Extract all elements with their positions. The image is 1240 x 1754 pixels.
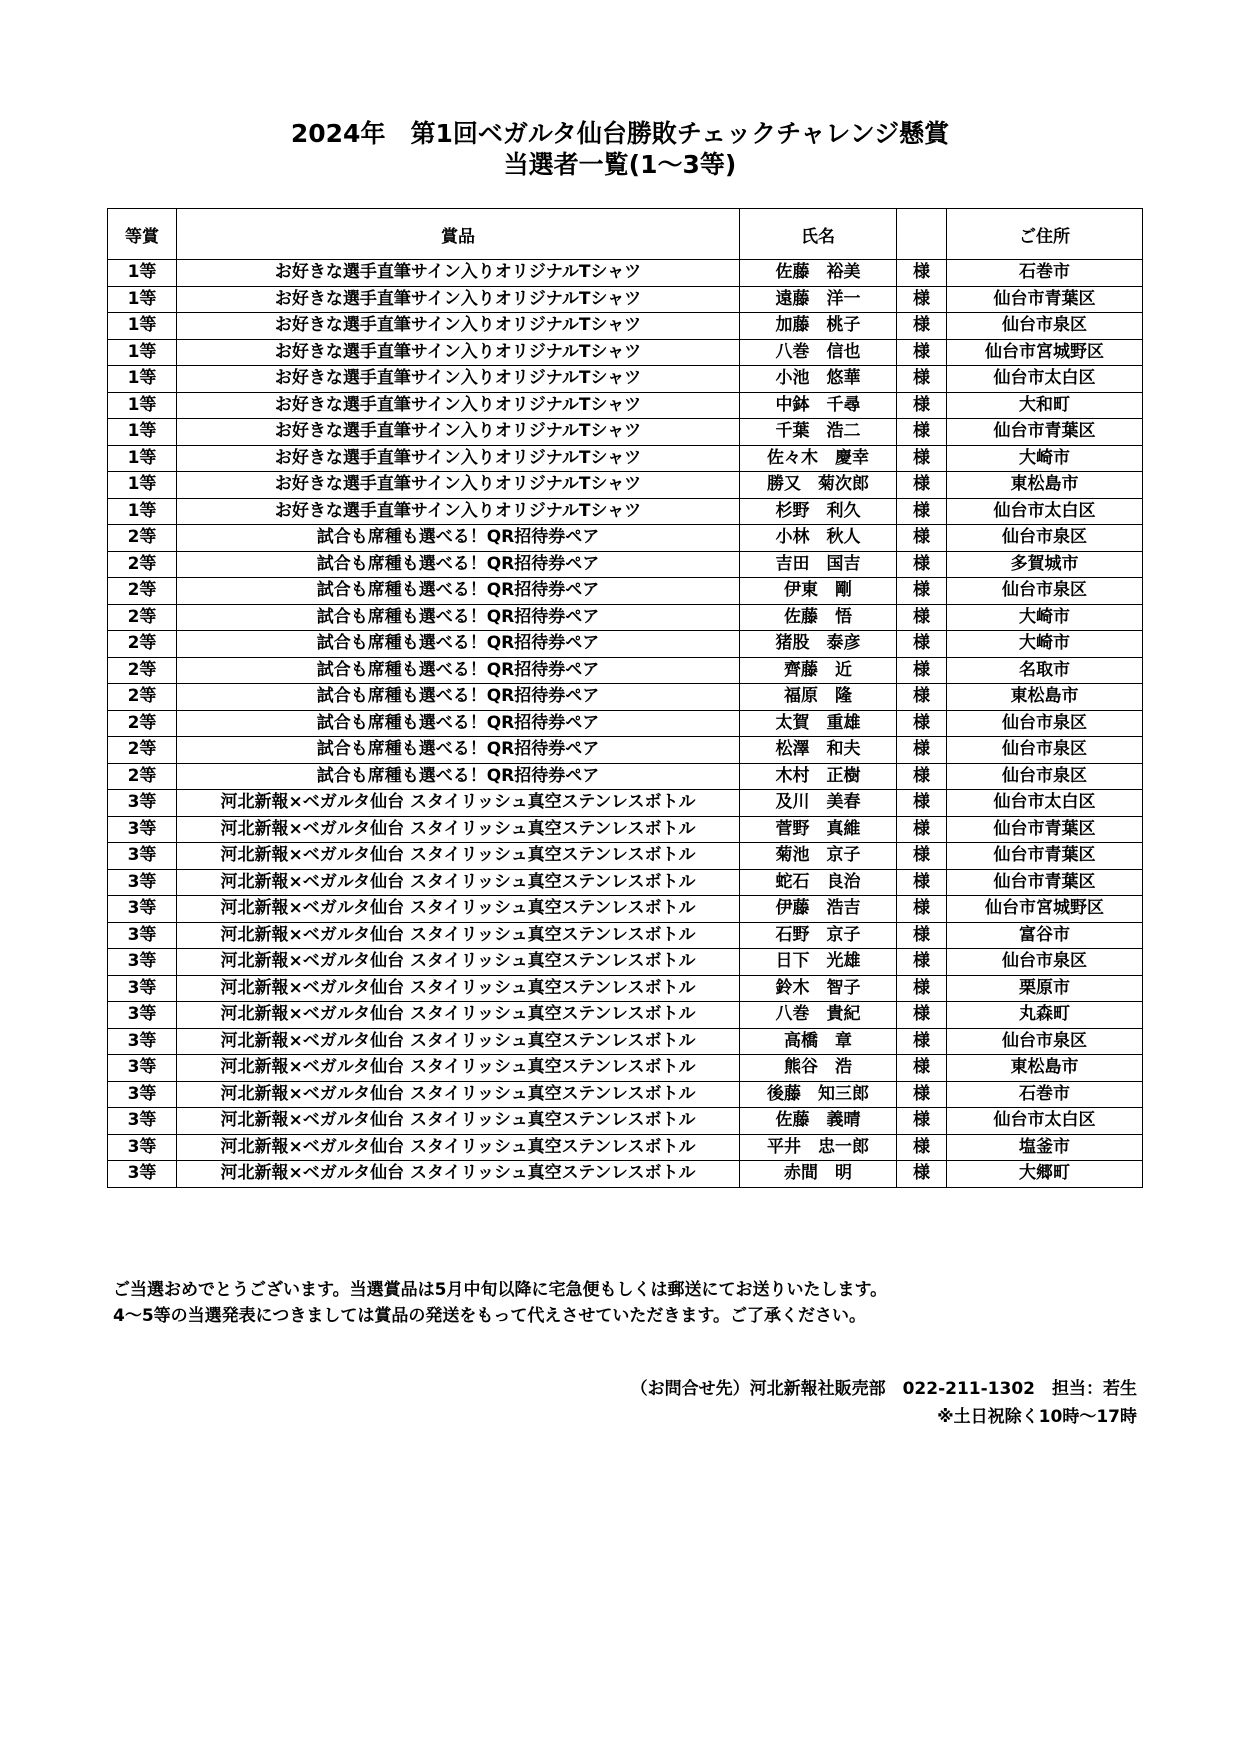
table-row: [108, 684, 1143, 711]
cell-honorific: 様: [897, 339, 947, 366]
cell-name: 蛇石 良治: [740, 869, 897, 896]
cell-address: 仙台市泉区: [947, 313, 1143, 340]
cell-name: 赤間 明: [740, 1161, 897, 1188]
notes-line-1: ご当選おめでとうございます。当選賞品は5月中旬以降に宅急便もしくは郵送にてお送りいたします。: [113, 1280, 888, 1300]
cell-rank: 3等: [108, 975, 177, 1002]
cell-address: 仙台市泉区: [947, 949, 1143, 976]
cell-honorific: 様: [897, 843, 947, 870]
cell-honorific: 様: [897, 366, 947, 393]
contact-line-2: ※土日祝除く10時～17時: [937, 1407, 1137, 1427]
cell-name: 福原 隆: [740, 684, 897, 711]
table-row: [108, 1081, 1143, 1108]
cell-name: 鈴木 智子: [740, 975, 897, 1002]
cell-address: 仙台市青葉区: [947, 869, 1143, 896]
cell-address: 富谷市: [947, 922, 1143, 949]
notes-line-2: 4～5等の当選発表につきましては賞品の発送をもって代えさせていただきます。ご了承ください。: [113, 1306, 866, 1326]
cell-prize: お好きな選手直筆サイン入りオリジナルTシャツ: [177, 498, 740, 525]
header-prize: 賞品: [177, 209, 740, 260]
cell-honorific: 様: [897, 1002, 947, 1029]
cell-prize: 試合も席種も選べる！QR招待券ペア: [177, 604, 740, 631]
cell-address: 仙台市宮城野区: [947, 896, 1143, 923]
cell-address: 東松島市: [947, 472, 1143, 499]
cell-honorific: 様: [897, 313, 947, 340]
cell-prize: お好きな選手直筆サイン入りオリジナルTシャツ: [177, 339, 740, 366]
cell-honorific: 様: [897, 419, 947, 446]
cell-name: 千葉 浩二: [740, 419, 897, 446]
cell-name: 佐藤 裕美: [740, 260, 897, 287]
cell-honorific: 様: [897, 392, 947, 419]
cell-name: 菊池 京子: [740, 843, 897, 870]
cell-honorific: 様: [897, 1055, 947, 1082]
cell-name: 佐々木 慶幸: [740, 445, 897, 472]
cell-rank: 3等: [108, 869, 177, 896]
cell-prize: お好きな選手直筆サイン入りオリジナルTシャツ: [177, 392, 740, 419]
cell-honorific: 様: [897, 551, 947, 578]
cell-prize: 試合も席種も選べる！QR招待券ペア: [177, 551, 740, 578]
table-row: [108, 1161, 1143, 1188]
cell-name: 勝又 菊次郎: [740, 472, 897, 499]
cell-name: 小林 秋人: [740, 525, 897, 552]
cell-honorific: 様: [897, 869, 947, 896]
cell-honorific: 様: [897, 578, 947, 605]
cell-name: 八巻 信也: [740, 339, 897, 366]
cell-rank: 2等: [108, 684, 177, 711]
cell-rank: 3等: [108, 1081, 177, 1108]
cell-honorific: 様: [897, 710, 947, 737]
cell-name: 太賀 重雄: [740, 710, 897, 737]
cell-rank: 1等: [108, 419, 177, 446]
cell-name: 中鉢 千尋: [740, 392, 897, 419]
cell-honorific: 様: [897, 498, 947, 525]
cell-honorific: 様: [897, 260, 947, 287]
contact-line-1: （お問合せ先）河北新報社販売部 022-211-1302 担当：若生: [630, 1379, 1137, 1399]
table-row: [108, 339, 1143, 366]
table-row: [108, 1108, 1143, 1135]
cell-address: 仙台市宮城野区: [947, 339, 1143, 366]
table-row: [108, 392, 1143, 419]
table-row: [108, 949, 1143, 976]
table-row: [108, 313, 1143, 340]
cell-address: 仙台市泉区: [947, 525, 1143, 552]
cell-prize: 試合も席種も選べる！QR招待券ペア: [177, 525, 740, 552]
cell-prize: 河北新報×ベガルタ仙台 スタイリッシュ真空ステンレスボトル: [177, 1134, 740, 1161]
cell-rank: 1等: [108, 472, 177, 499]
table-row: [108, 975, 1143, 1002]
cell-rank: 2等: [108, 710, 177, 737]
cell-address: 仙台市太白区: [947, 1108, 1143, 1135]
cell-prize: 試合も席種も選べる！QR招待券ペア: [177, 763, 740, 790]
cell-name: 高橋 章: [740, 1028, 897, 1055]
cell-rank: 2等: [108, 737, 177, 764]
notes: [113, 1277, 887, 1329]
table-row: [108, 896, 1143, 923]
cell-prize: 試合も席種も選べる！QR招待券ペア: [177, 631, 740, 658]
cell-prize: お好きな選手直筆サイン入りオリジナルTシャツ: [177, 472, 740, 499]
table-row: [108, 578, 1143, 605]
cell-honorific: 様: [897, 922, 947, 949]
cell-address: 仙台市青葉区: [947, 419, 1143, 446]
cell-rank: 3等: [108, 1161, 177, 1188]
table-row: [108, 1055, 1143, 1082]
table-row: [108, 843, 1143, 870]
cell-prize: お好きな選手直筆サイン入りオリジナルTシャツ: [177, 260, 740, 287]
cell-rank: 3等: [108, 843, 177, 870]
cell-honorific: 様: [897, 896, 947, 923]
header-address: ご住所: [947, 209, 1143, 260]
cell-name: 吉田 国吉: [740, 551, 897, 578]
cell-rank: 1等: [108, 445, 177, 472]
cell-name: 松澤 和夫: [740, 737, 897, 764]
cell-name: 佐藤 義晴: [740, 1108, 897, 1135]
cell-honorific: 様: [897, 816, 947, 843]
cell-address: 仙台市青葉区: [947, 286, 1143, 313]
cell-rank: 2等: [108, 525, 177, 552]
cell-prize: お好きな選手直筆サイン入りオリジナルTシャツ: [177, 286, 740, 313]
table-row: [108, 445, 1143, 472]
cell-name: 木村 正樹: [740, 763, 897, 790]
cell-prize: 試合も席種も選べる！QR招待券ペア: [177, 578, 740, 605]
title-line-1: 2024年 第1回ベガルタ仙台勝敗チェックチャレンジ懸賞: [290, 119, 950, 148]
cell-honorific: 様: [897, 445, 947, 472]
cell-rank: 2等: [108, 763, 177, 790]
cell-address: 大崎市: [947, 604, 1143, 631]
cell-prize: 河北新報×ベガルタ仙台 スタイリッシュ真空ステンレスボトル: [177, 896, 740, 923]
cell-name: 遠藤 洋一: [740, 286, 897, 313]
cell-address: 東松島市: [947, 684, 1143, 711]
cell-name: 八巻 貴紀: [740, 1002, 897, 1029]
cell-prize: 河北新報×ベガルタ仙台 スタイリッシュ真空ステンレスボトル: [177, 790, 740, 817]
cell-address: 石巻市: [947, 260, 1143, 287]
cell-name: 日下 光雄: [740, 949, 897, 976]
cell-rank: 3等: [108, 1028, 177, 1055]
table-row: [108, 869, 1143, 896]
title-line-2: 当選者一覧(1～3等): [503, 150, 737, 179]
contact-info: [631, 1375, 1137, 1431]
cell-prize: 河北新報×ベガルタ仙台 スタイリッシュ真空ステンレスボトル: [177, 949, 740, 976]
cell-rank: 3等: [108, 790, 177, 817]
cell-honorific: 様: [897, 1081, 947, 1108]
table-row: [108, 763, 1143, 790]
table-row: [108, 631, 1143, 658]
cell-name: 佐藤 悟: [740, 604, 897, 631]
cell-name: 伊東 剛: [740, 578, 897, 605]
cell-rank: 1等: [108, 366, 177, 393]
cell-prize: 河北新報×ベガルタ仙台 スタイリッシュ真空ステンレスボトル: [177, 1161, 740, 1188]
cell-address: 仙台市太白区: [947, 498, 1143, 525]
table-row: [108, 657, 1143, 684]
cell-honorific: 様: [897, 472, 947, 499]
header-honorific: [897, 209, 947, 260]
cell-prize: 試合も席種も選べる！QR招待券ペア: [177, 684, 740, 711]
table-row: [108, 498, 1143, 525]
cell-name: 加藤 桃子: [740, 313, 897, 340]
cell-name: 菅野 真維: [740, 816, 897, 843]
cell-honorific: 様: [897, 949, 947, 976]
cell-prize: お好きな選手直筆サイン入りオリジナルTシャツ: [177, 445, 740, 472]
table-row: [108, 472, 1143, 499]
cell-prize: 河北新報×ベガルタ仙台 スタイリッシュ真空ステンレスボトル: [177, 1002, 740, 1029]
table-row: [108, 286, 1143, 313]
cell-address: 塩釜市: [947, 1134, 1143, 1161]
table-row: [108, 1002, 1143, 1029]
cell-name: 伊藤 浩吉: [740, 896, 897, 923]
cell-prize: 河北新報×ベガルタ仙台 スタイリッシュ真空ステンレスボトル: [177, 922, 740, 949]
table-row: [108, 366, 1143, 393]
table-row: [108, 260, 1143, 287]
cell-rank: 3等: [108, 1055, 177, 1082]
cell-rank: 2等: [108, 551, 177, 578]
cell-rank: 3等: [108, 896, 177, 923]
winners-table: [107, 208, 1143, 1188]
table-row: [108, 419, 1143, 446]
cell-rank: 1等: [108, 392, 177, 419]
cell-address: 仙台市青葉区: [947, 816, 1143, 843]
cell-address: 仙台市泉区: [947, 763, 1143, 790]
cell-prize: 河北新報×ベガルタ仙台 スタイリッシュ真空ステンレスボトル: [177, 1081, 740, 1108]
cell-rank: 1等: [108, 498, 177, 525]
table-body: [108, 260, 1143, 1188]
cell-name: 及川 美春: [740, 790, 897, 817]
cell-address: 仙台市泉区: [947, 737, 1143, 764]
cell-prize: 試合も席種も選べる！QR招待券ペア: [177, 737, 740, 764]
table-row: [108, 816, 1143, 843]
cell-address: 大郷町: [947, 1161, 1143, 1188]
cell-honorific: 様: [897, 657, 947, 684]
cell-address: 仙台市太白区: [947, 366, 1143, 393]
cell-honorific: 様: [897, 975, 947, 1002]
cell-rank: 2等: [108, 578, 177, 605]
cell-prize: お好きな選手直筆サイン入りオリジナルTシャツ: [177, 419, 740, 446]
cell-prize: 河北新報×ベガルタ仙台 スタイリッシュ真空ステンレスボトル: [177, 1055, 740, 1082]
cell-honorific: 様: [897, 790, 947, 817]
cell-address: 多賀城市: [947, 551, 1143, 578]
cell-prize: 河北新報×ベガルタ仙台 スタイリッシュ真空ステンレスボトル: [177, 869, 740, 896]
table-row: [108, 525, 1143, 552]
cell-address: 仙台市泉区: [947, 710, 1143, 737]
cell-honorific: 様: [897, 737, 947, 764]
cell-name: 熊谷 浩: [740, 1055, 897, 1082]
cell-prize: お好きな選手直筆サイン入りオリジナルTシャツ: [177, 366, 740, 393]
cell-name: 齊藤 近: [740, 657, 897, 684]
cell-honorific: 様: [897, 684, 947, 711]
cell-honorific: 様: [897, 1028, 947, 1055]
cell-address: 石巻市: [947, 1081, 1143, 1108]
cell-address: 栗原市: [947, 975, 1143, 1002]
header-rank: 等賞: [108, 209, 177, 260]
table-row: [108, 604, 1143, 631]
header-name: 氏名: [740, 209, 897, 260]
table-row: [108, 790, 1143, 817]
table-header-row: [108, 209, 1143, 260]
cell-address: 大崎市: [947, 631, 1143, 658]
cell-address: 東松島市: [947, 1055, 1143, 1082]
cell-honorific: 様: [897, 604, 947, 631]
cell-rank: 3等: [108, 1002, 177, 1029]
cell-prize: 河北新報×ベガルタ仙台 スタイリッシュ真空ステンレスボトル: [177, 816, 740, 843]
cell-address: 大和町: [947, 392, 1143, 419]
cell-rank: 3等: [108, 922, 177, 949]
cell-rank: 3等: [108, 816, 177, 843]
table-row: [108, 1134, 1143, 1161]
cell-name: 後藤 知三郎: [740, 1081, 897, 1108]
cell-address: 丸森町: [947, 1002, 1143, 1029]
cell-prize: お好きな選手直筆サイン入りオリジナルTシャツ: [177, 313, 740, 340]
cell-rank: 3等: [108, 1108, 177, 1135]
cell-prize: 河北新報×ベガルタ仙台 スタイリッシュ真空ステンレスボトル: [177, 1108, 740, 1135]
cell-honorific: 様: [897, 631, 947, 658]
table-row: [108, 1028, 1143, 1055]
cell-prize: 河北新報×ベガルタ仙台 スタイリッシュ真空ステンレスボトル: [177, 843, 740, 870]
cell-name: 平井 忠一郎: [740, 1134, 897, 1161]
cell-rank: 2等: [108, 657, 177, 684]
cell-name: 杉野 利久: [740, 498, 897, 525]
cell-rank: 1等: [108, 286, 177, 313]
cell-address: 仙台市泉区: [947, 578, 1143, 605]
cell-honorific: 様: [897, 1161, 947, 1188]
cell-address: 仙台市太白区: [947, 790, 1143, 817]
cell-prize: 試合も席種も選べる！QR招待券ペア: [177, 710, 740, 737]
document-title: [0, 118, 1240, 180]
table-row: [108, 710, 1143, 737]
cell-rank: 3等: [108, 949, 177, 976]
cell-address: 大崎市: [947, 445, 1143, 472]
cell-rank: 2等: [108, 604, 177, 631]
cell-honorific: 様: [897, 1134, 947, 1161]
cell-address: 仙台市泉区: [947, 1028, 1143, 1055]
cell-rank: 2等: [108, 631, 177, 658]
cell-rank: 3等: [108, 1134, 177, 1161]
cell-prize: 試合も席種も選べる！QR招待券ペア: [177, 657, 740, 684]
cell-honorific: 様: [897, 286, 947, 313]
table-row: [108, 737, 1143, 764]
cell-rank: 1等: [108, 260, 177, 287]
cell-honorific: 様: [897, 763, 947, 790]
table-row: [108, 551, 1143, 578]
cell-rank: 1等: [108, 339, 177, 366]
cell-name: 猪股 泰彦: [740, 631, 897, 658]
cell-prize: 河北新報×ベガルタ仙台 スタイリッシュ真空ステンレスボトル: [177, 1028, 740, 1055]
cell-honorific: 様: [897, 1108, 947, 1135]
cell-name: 石野 京子: [740, 922, 897, 949]
cell-honorific: 様: [897, 525, 947, 552]
cell-rank: 1等: [108, 313, 177, 340]
cell-name: 小池 悠華: [740, 366, 897, 393]
table-row: [108, 922, 1143, 949]
cell-address: 仙台市青葉区: [947, 843, 1143, 870]
cell-address: 名取市: [947, 657, 1143, 684]
cell-prize: 河北新報×ベガルタ仙台 スタイリッシュ真空ステンレスボトル: [177, 975, 740, 1002]
